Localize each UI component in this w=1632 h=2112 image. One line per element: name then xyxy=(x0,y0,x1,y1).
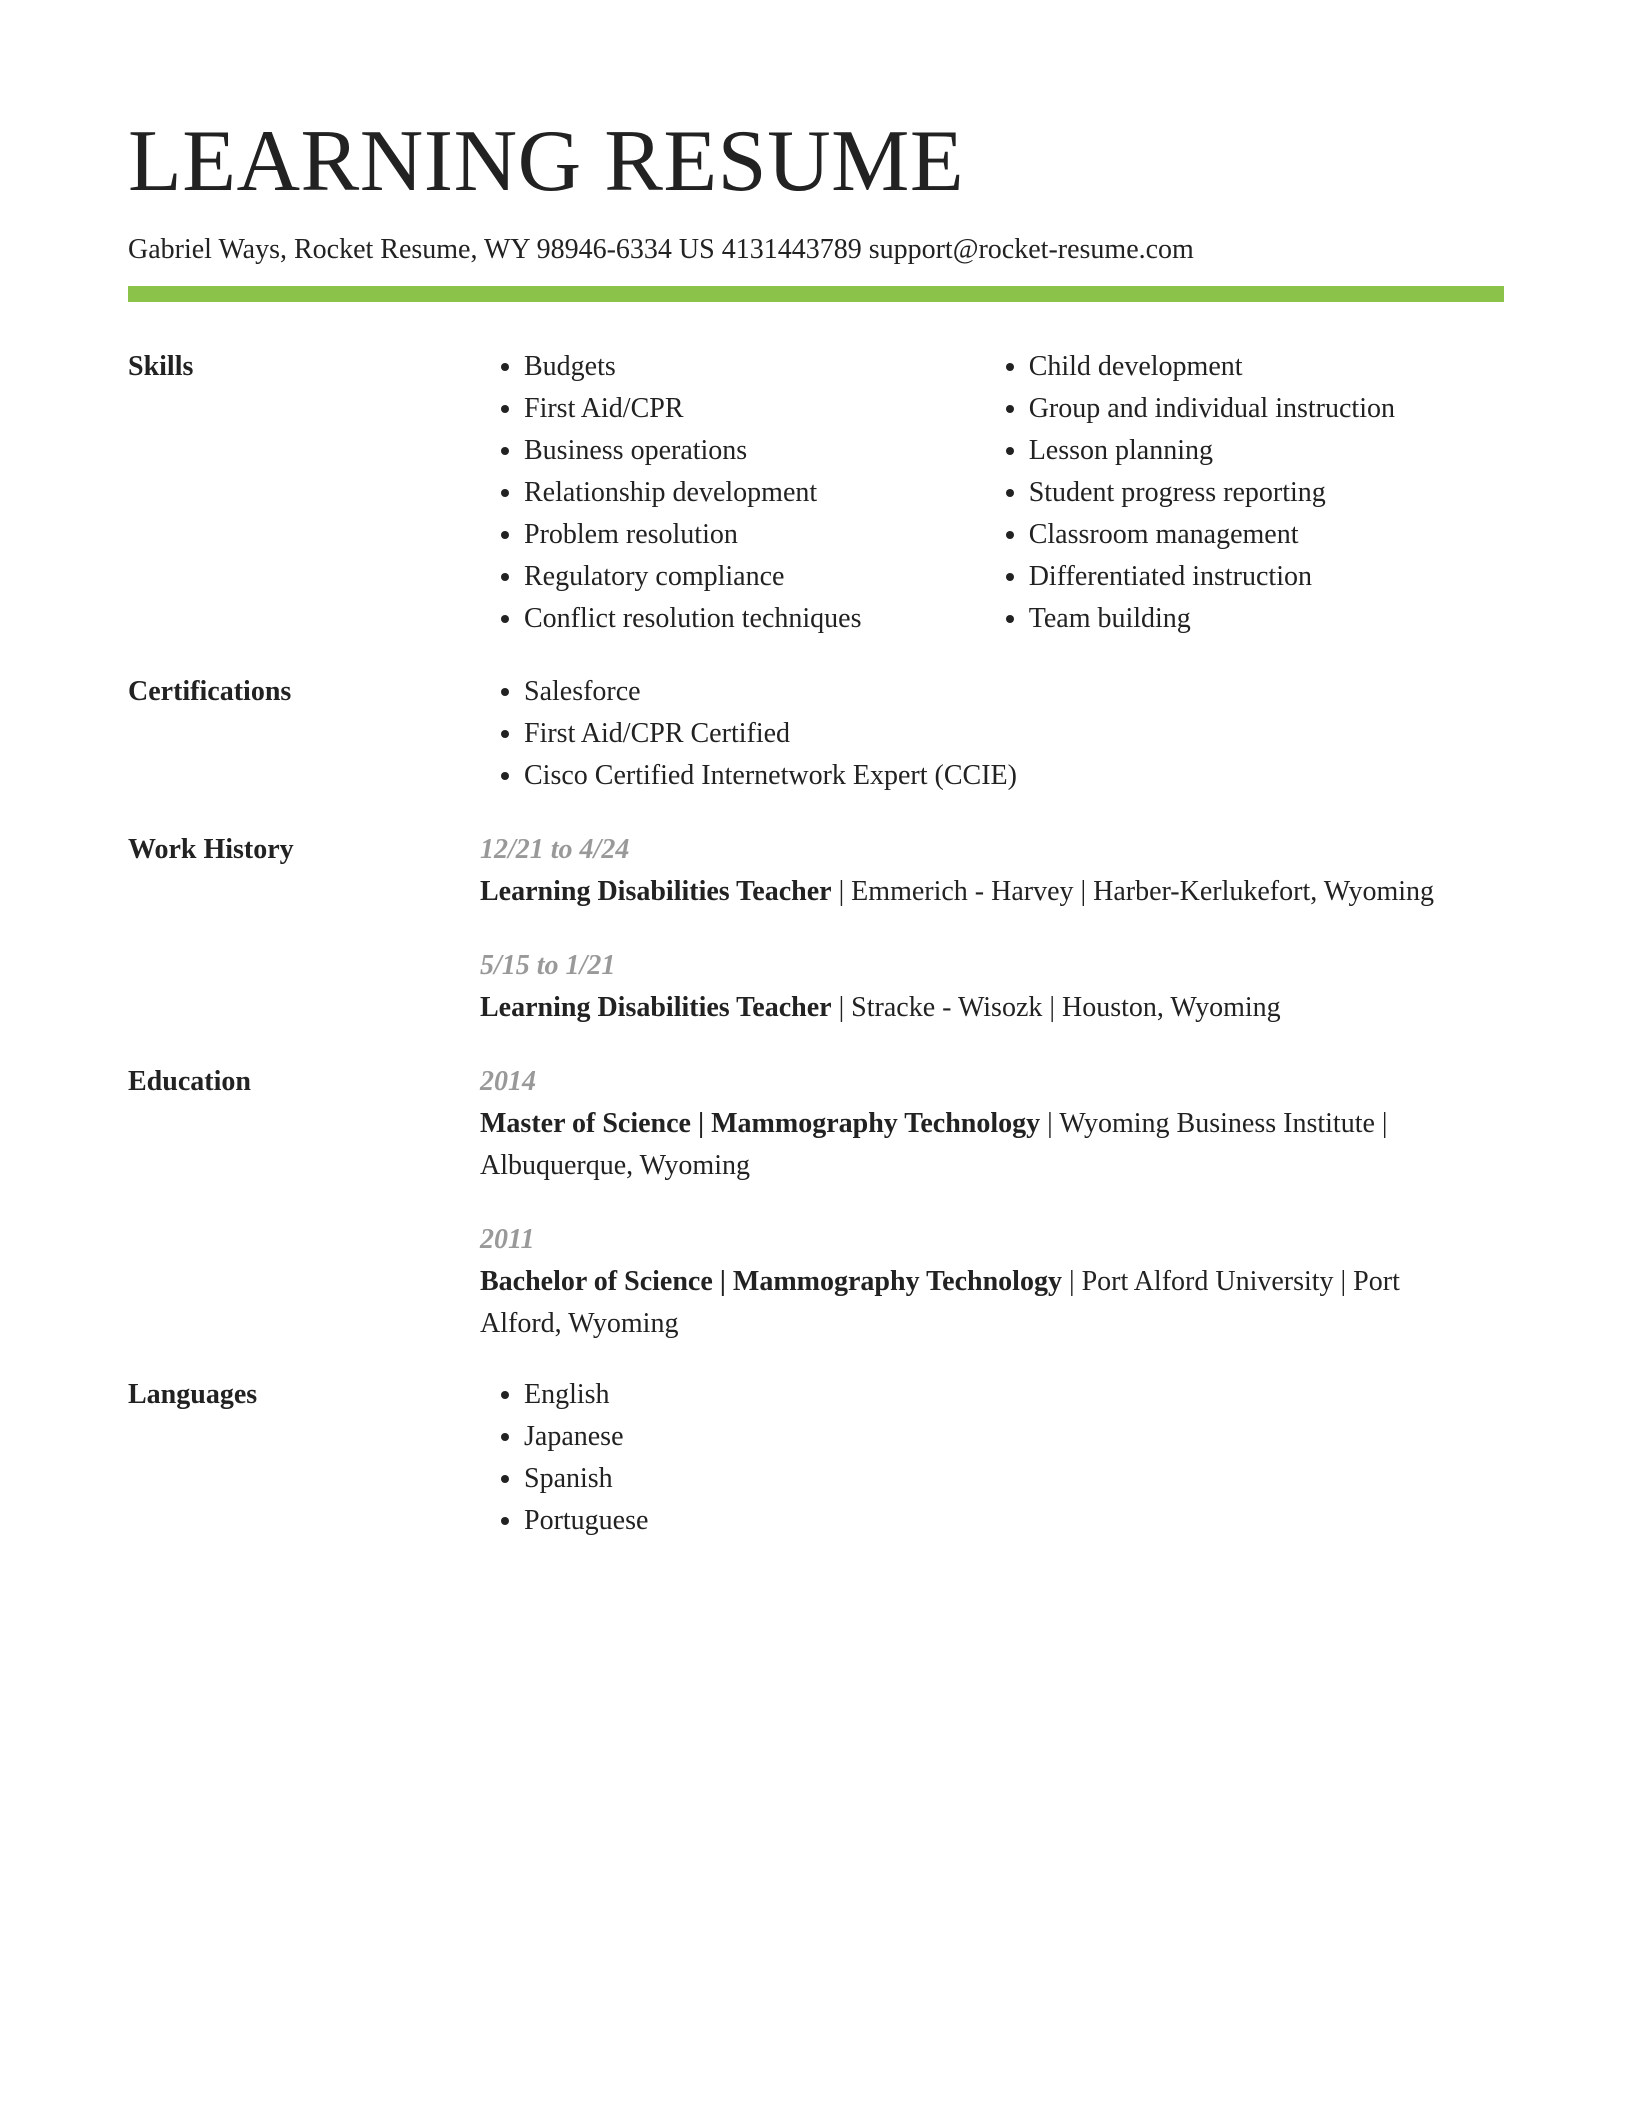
list-item: • Student progress reporting xyxy=(1029,472,1504,514)
work-entry-details: | Emmerich - Harvey | Harber-Kerlukefort, Wyoming xyxy=(831,876,1435,907)
list-item: • Lesson planning xyxy=(1029,430,1504,472)
list-item: • Team building xyxy=(1029,598,1504,640)
section-label-skills: Skills xyxy=(128,351,194,382)
list-item: • Business operations xyxy=(524,430,985,472)
list-item: • Regulatory compliance xyxy=(524,556,985,598)
contact-line: Gabriel Ways, Rocket Resume, WY 98946-6334 US 4131443789 support@rocket-resume.com xyxy=(128,234,1194,265)
resume-title: LEARNING RESUME xyxy=(128,113,965,210)
languages-list xyxy=(480,1374,1504,1542)
list-item: • Salesforce xyxy=(524,671,1504,713)
list-item: • Child development xyxy=(1029,346,1504,388)
list-item: • Conflict resolution techniques xyxy=(524,598,985,640)
work-entry-details: | Stracke - Wisozk | Houston, Wyoming xyxy=(831,992,1281,1023)
certifications-body xyxy=(480,671,1504,797)
education-entry-year: 2014 xyxy=(480,1066,536,1097)
education-entry-line xyxy=(480,1103,1504,1145)
work-entry-dates: 12/21 to 4/24 xyxy=(480,834,630,865)
skills-list-column-2 xyxy=(985,346,1504,640)
education-entry-degree: Master of Science | Mammography Technology xyxy=(480,1108,1041,1139)
work-entry xyxy=(480,829,1504,913)
skills-list-column-1 xyxy=(480,346,985,640)
list-item: • First Aid/CPR Certified xyxy=(524,713,1504,755)
list-item: • Relationship development xyxy=(524,472,985,514)
header-divider xyxy=(128,286,1504,302)
education-entry-details: | Wyoming Business Institute | xyxy=(1040,1108,1388,1139)
certifications-list xyxy=(480,671,1504,797)
education-entry-year: 2011 xyxy=(480,1224,535,1255)
list-item: • Cisco Certified Internetwork Expert (CCIE) xyxy=(524,755,1504,797)
education-entry-degree: Bachelor of Science | Mammography Technology xyxy=(480,1266,1062,1297)
education-entry-line-2: Alford, Wyoming xyxy=(480,1308,679,1339)
section-label-certifications: Certifications xyxy=(128,676,292,707)
list-item: • English xyxy=(524,1374,1504,1416)
languages-body xyxy=(480,1374,1504,1542)
education-entry-line xyxy=(480,1261,1504,1303)
education-entry-details: | Port Alford University | Port xyxy=(1061,1266,1400,1297)
work-entry xyxy=(480,945,1504,1029)
work-entry-title: Learning Disabilities Teacher xyxy=(480,992,832,1023)
list-item: • Problem resolution xyxy=(524,514,985,556)
work-entry-title: Learning Disabilities Teacher xyxy=(480,876,832,907)
work-history-body xyxy=(480,829,1504,1061)
list-item: • Group and individual instruction xyxy=(1029,388,1504,430)
education-entry xyxy=(480,1219,1504,1345)
education-body xyxy=(480,1061,1504,1377)
list-item: • Portuguese xyxy=(524,1500,1504,1542)
list-item: • Spanish xyxy=(524,1458,1504,1500)
education-entry xyxy=(480,1061,1504,1187)
skills-body xyxy=(480,346,1504,640)
education-entry-line-2: Albuquerque, Wyoming xyxy=(480,1150,750,1181)
section-label-work-history: Work History xyxy=(128,834,294,865)
list-item: • Japanese xyxy=(524,1416,1504,1458)
work-entry-dates: 5/15 to 1/21 xyxy=(480,950,616,981)
section-label-education: Education xyxy=(128,1066,251,1097)
list-item: • First Aid/CPR xyxy=(524,388,985,430)
list-item: • Budgets xyxy=(524,346,985,388)
work-entry-line xyxy=(480,871,1504,913)
list-item: • Classroom management xyxy=(1029,514,1504,556)
section-label-languages: Languages xyxy=(128,1379,258,1410)
work-entry-line xyxy=(480,987,1504,1029)
list-item: • Differentiated instruction xyxy=(1029,556,1504,598)
